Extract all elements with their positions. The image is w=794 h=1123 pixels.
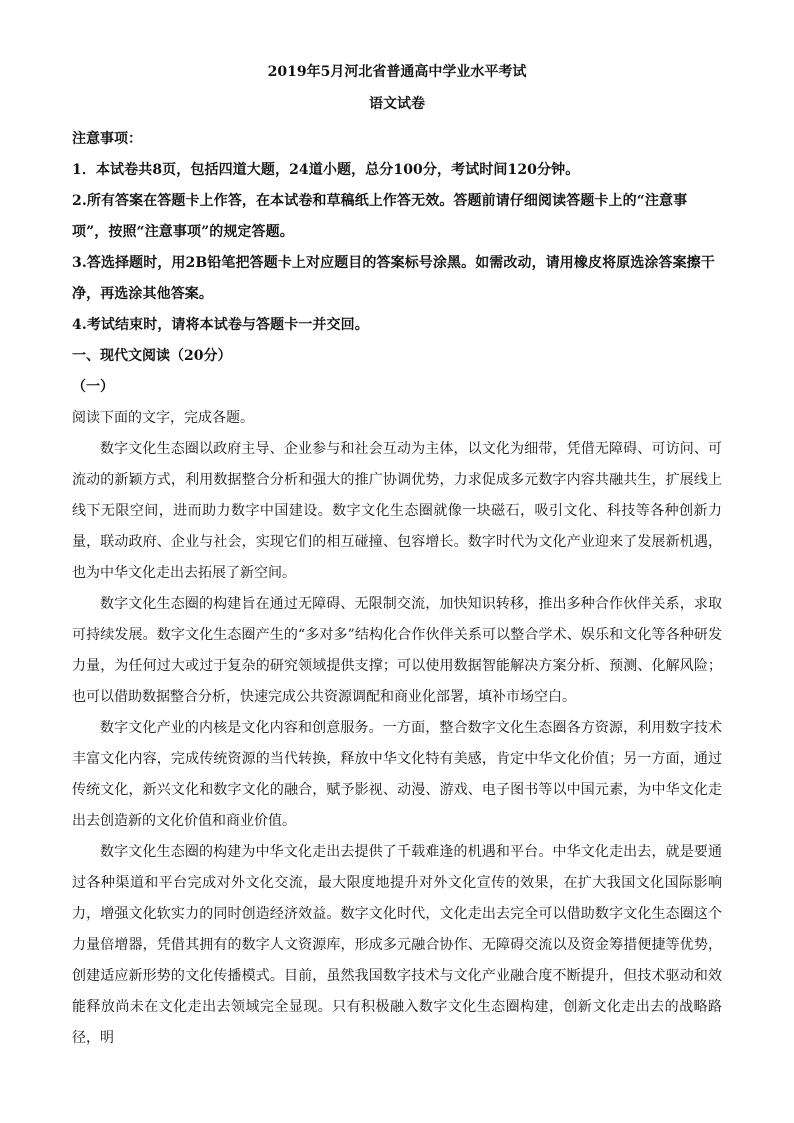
note-item-1: 1．本试卷共8页，包括四道大题，24道小题，总分100分，考试时间120分钟。 <box>72 162 580 178</box>
note-item-3: 3.答选择题时，用2B铅笔把答题卡上对应题目的答案标号涂黑。如需改动，请用橡皮将原选涂答案擦干净，再选涂其他答案。 <box>72 255 715 302</box>
note-item-2: 2.所有答案在答题卡上作答，在本试卷和草稿纸上作答无效。答题前请仔细阅读答题卡上的“注意事项”，按照“注意事项”的规定答题。 <box>72 193 688 240</box>
exam-title: 2019年5月河北省普通高中学业水平考试 <box>267 64 527 80</box>
passage-paragraph-2: 数字文化生态圈的构建旨在通过无障碍、无限制交流，加快知识转移，推出多种合作伙伴关系，求取可持续发展。数字文化生态圈产生的“多对多”结构化合作伙伴关系可以整合学术、娱乐和文化等各种研发力量，为任何过大或过于复杂的研究领域提供支撑；可以使用数据智能解决方案分析、预测、化解风险；也可以借助数据整合分析，快速完成公共资源调配和商业化部署，填补市场空白。 <box>72 596 722 705</box>
note-item-4: 4.考试结束时，请将本试卷与答题卡一并交回。 <box>72 317 369 333</box>
notes-heading: 注意事项： <box>72 131 142 147</box>
section-heading: 一、现代文阅读（20分） <box>72 348 232 364</box>
exam-subtitle: 语文试卷 <box>369 96 425 112</box>
part-heading: （一） <box>72 379 114 395</box>
reading-passage <box>72 434 722 1054</box>
passage-paragraph-3: 数字文化产业的内核是文化内容和创意服务。一方面，整合数字文化生态圈各方资源，利用数字技术丰富文化内容，完成传统资源的当代转换，释放中华文化特有美感，肯定中华文化价值；另一方面，通过传统文化，新兴文化和数字文化的融合，赋予影视、动漫、游戏、电子图书等以中国元素，为中华文化走出去创造新的文化价值和商业价值。 <box>72 720 722 829</box>
passage-paragraph-4: 数字文化生态圈的构建为中华文化走出去提供了千载难逢的机遇和平台。中华文化走出去，就是要通过各种渠道和平台完成对外文化交流，最大限度地提升对外文化宣传的效果，在扩大我国文化国际影响力，增强文化软实力的同时创造经济效益。数字文化时代，文化走出去完全可以借助数字文化生态圈这个力量倍增器，凭借其拥有的数字人文资源库，形成多元融合协作、无障碍交流以及资金筹措便捷等优势，创建适应新形势的文化传播模式。目前，虽然我国数字技术与文化产业融合度不断提升，但技术驱动和效能释放尚未在文化走出去领域完全显现。只有积极融入数字文化生态圈构建，创新文化走出去的战略路径，明 <box>72 844 722 1046</box>
reading-instruction: 阅读下面的文字，完成各题。 <box>72 410 254 426</box>
notes-block <box>72 124 722 341</box>
passage-paragraph-1: 数字文化生态圈以政府主导、企业参与和社会互动为主体，以文化为细带，凭借无障碍、可访问、可流动的新颖方式，利用数据整合分析和强大的推广协调优势，力求促成多元数字内容共融共生，扩展线上线下无限空间，进而助力数字中国建设。数字文化生态圈就像一块磁石，吸引文化、科技等各种创新力量，联动政府、企业与社会，实现它们的相互碰撞、包容增长。数字时代为文化产业迎来了发展新机遇，也为中华文化走出去拓展了新空间。 <box>72 441 722 581</box>
